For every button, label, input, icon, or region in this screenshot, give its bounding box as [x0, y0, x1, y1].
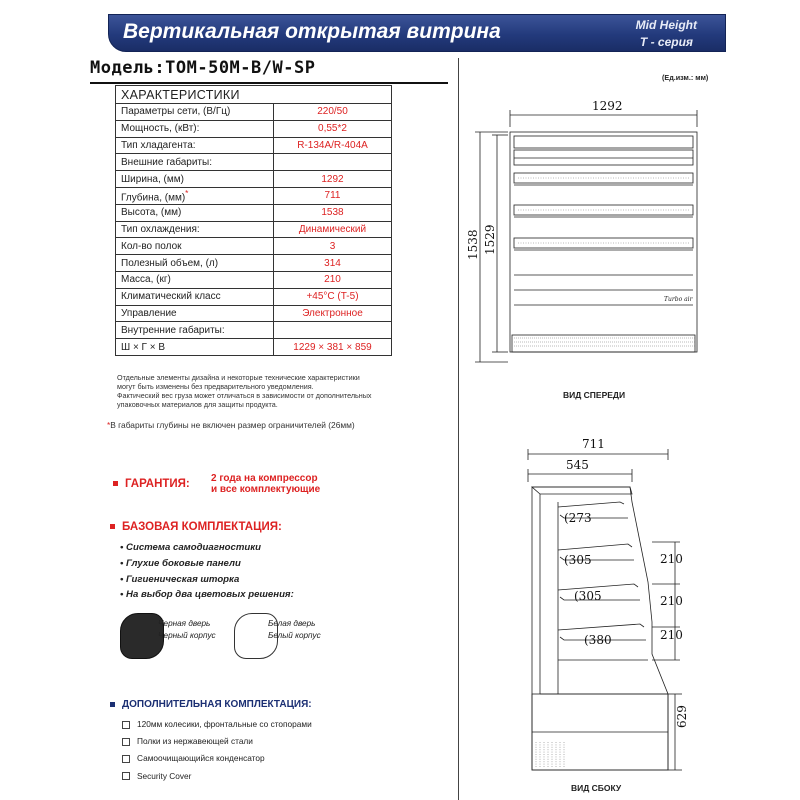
list-item: • Гигиеническая шторка [120, 573, 240, 585]
basic-equipment-list [120, 540, 294, 603]
spec-label: Управление [116, 305, 274, 322]
spec-label: Кол-во полок [116, 238, 274, 255]
warranty-value [211, 474, 320, 495]
series-subtitle-1: Mid Height [635, 18, 697, 32]
basic-equipment-heading [110, 521, 282, 533]
spec-row [116, 187, 392, 204]
list-item [122, 750, 312, 767]
shelf-depth-3: (305 [574, 589, 602, 603]
shelf-depth-1: (273 [564, 511, 592, 525]
spec-row [116, 171, 392, 188]
footnote-star: * [107, 420, 111, 430]
spec-row [116, 288, 392, 305]
side-view-drawing [520, 432, 720, 780]
front-view-caption: ВИД СПЕРЕДИ [563, 390, 626, 400]
spec-row [116, 137, 392, 154]
spec-row [116, 322, 392, 339]
units-label: (Ед.изм.: мм) [662, 73, 709, 82]
title-banner [108, 14, 726, 52]
black-color-label [158, 618, 216, 642]
spec-value: Электронное [274, 305, 392, 322]
checkbox-icon [122, 755, 130, 763]
spec-label: Высота, (мм) [116, 204, 274, 221]
list-item: • Глухие боковые панели [120, 557, 241, 569]
spec-row [116, 120, 392, 137]
spec-label: Внешние габариты: [116, 154, 274, 171]
shelf-gap-1: 210 [660, 552, 683, 566]
spec-label: Параметры сети, (В/Гц) [116, 104, 274, 121]
list-item [122, 733, 312, 750]
spec-label: Мощность, (кВт): [116, 120, 274, 137]
option-label: 120мм колесики, фронтальные со стопорами [137, 719, 312, 729]
side-depth-inner-dim: 545 [566, 458, 589, 472]
spec-value [274, 154, 392, 171]
spec-value: 220/50 [274, 104, 392, 121]
side-view-caption: ВИД СБОКУ [571, 783, 622, 793]
list-item [122, 768, 312, 785]
spec-row [116, 271, 392, 288]
checkbox-icon [122, 772, 130, 780]
spec-value: 1538 [274, 204, 392, 221]
spec-heading: ХАРАКТЕРИСТИКИ [116, 86, 392, 104]
spec-value: 210 [274, 271, 392, 288]
option-label: Самоочищающийся конденсатор [137, 753, 265, 764]
color-label-line: Черная дверь [158, 619, 211, 628]
model-underline [90, 82, 448, 84]
warranty-label [113, 478, 190, 490]
spec-label: Тип хладагента: [116, 137, 274, 154]
checkbox-icon [122, 721, 130, 729]
spec-value: 0,55*2 [274, 120, 392, 137]
spec-label: Полезный объем, (л) [116, 255, 274, 272]
spec-label: Климатический класс [116, 288, 274, 305]
spec-value: 314 [274, 255, 392, 272]
checkbox-icon [122, 738, 130, 746]
spec-value: 1229 × 381 × 859 [274, 339, 392, 356]
shelf-gap-2: 210 [660, 594, 683, 608]
spec-label: Ширина, (мм) [116, 171, 274, 188]
bullet-square-icon [110, 524, 115, 529]
front-view-drawing [466, 90, 730, 380]
spec-value: 711 [274, 187, 392, 204]
spec-label [116, 187, 274, 204]
base-height-dim: 629 [675, 705, 689, 728]
spec-label: Ш × Г × В [116, 339, 274, 356]
depth-footnote [107, 420, 355, 430]
side-depth-dim: 711 [582, 437, 605, 451]
optional-equipment-list [122, 716, 312, 785]
shelf-depth-2: (305 [564, 553, 592, 567]
spec-table [115, 85, 392, 356]
bullet-square-icon [113, 481, 118, 486]
option-label: Полки из нержавеющей стали [137, 736, 253, 747]
spec-label-text: Глубина, (мм) [121, 192, 186, 204]
spec-row [116, 255, 392, 272]
note-line: Отдельные элементы дизайна и некоторые технические характеристики [117, 373, 360, 382]
brand-logo: Turbo air [664, 296, 693, 303]
front-width-dim: 1292 [592, 99, 623, 113]
spec-row [116, 221, 392, 238]
spec-value: 3 [274, 238, 392, 255]
column-divider [458, 58, 459, 800]
spec-row [116, 238, 392, 255]
spec-value: 1292 [274, 171, 392, 188]
model-name: Модель:TOM-50M-B/W-SP [90, 58, 316, 78]
series-subtitle-2: T - серия [639, 35, 693, 49]
note-line: Фактический вес груза может отличаться в зависимости от дополнительных [117, 391, 372, 400]
optional-equipment-heading [110, 699, 312, 710]
spec-value: R-134A/R-404A [274, 137, 392, 154]
spec-label: Масса, (кг) [116, 271, 274, 288]
bullet-square-icon [110, 702, 115, 707]
spec-value [274, 322, 392, 339]
list-item: • На выбор два цветовых решения: [120, 589, 294, 601]
spec-label: Тип охлаждения: [116, 221, 274, 238]
spec-row [116, 204, 392, 221]
option-label: Security Cover [137, 770, 192, 781]
spec-row [116, 104, 392, 121]
white-color-label [268, 618, 321, 642]
spec-row [116, 339, 392, 356]
color-label-line: Белый корпус [268, 631, 321, 640]
shelf-depth-4: (380 [584, 633, 612, 647]
page-title: Вертикальная открытая витрина [123, 20, 501, 43]
color-label-line: Белая дверь [268, 619, 316, 628]
disclaimer-notes [117, 373, 417, 409]
color-label-line: Черный корпус [158, 631, 216, 640]
spec-value: +45°C (T-5) [274, 288, 392, 305]
shelf-gap-3: 210 [660, 628, 683, 642]
depth-footnote-mark: * [185, 188, 189, 199]
warranty-title: ГАРАНТИЯ: [125, 478, 190, 490]
list-item [122, 716, 312, 733]
basic-equipment-title: БАЗОВАЯ КОМПЛЕКТАЦИЯ: [122, 521, 282, 533]
spec-label: Внутренние габариты: [116, 322, 274, 339]
spec-row [116, 305, 392, 322]
warranty-line: и все комплектующие [211, 483, 321, 495]
spec-value: Динамический [274, 221, 392, 238]
optional-equipment-title: ДОПОЛНИТЕЛЬНАЯ КОМПЛЕКТАЦИЯ: [122, 699, 312, 710]
note-line: упаковочных материалов для защиты продукта. [117, 400, 278, 409]
warranty-line: 2 года на компрессор [211, 473, 318, 484]
footnote-text: В габариты глубины не включен размер ограничителей (26мм) [110, 420, 355, 430]
list-item: • Система самодиагностики [120, 542, 261, 553]
note-line: могут быть изменены без предварительного уведомления. [117, 382, 314, 391]
spec-row [116, 154, 392, 171]
front-height-inner-dim: 1529 [483, 224, 497, 255]
front-height-outer-dim: 1538 [466, 229, 480, 260]
